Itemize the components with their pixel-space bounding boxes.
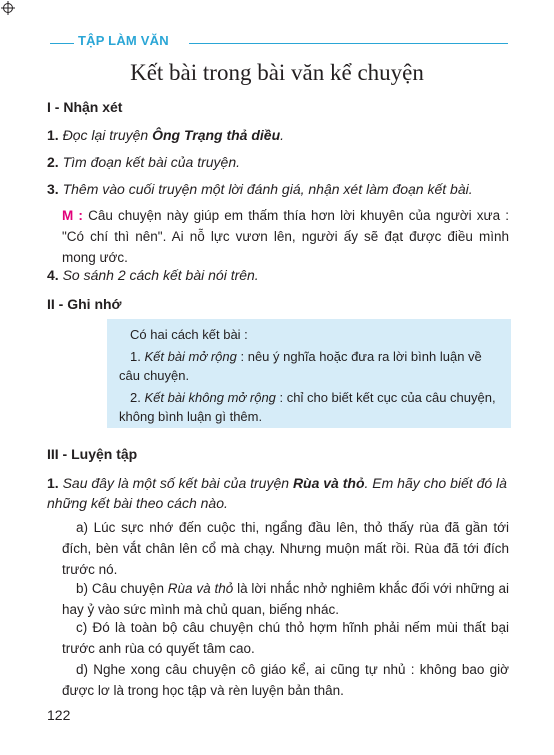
question-number: 1. — [47, 475, 59, 491]
memo-intro: Có hai cách kết bài : — [130, 327, 248, 342]
memo-description: : chỉ cho biết kết cục của câu chuyện, không bình luận gì thêm. — [119, 390, 496, 424]
memo-point-number: 1. — [130, 349, 145, 364]
section-heading-3: III - Luyện tập — [47, 446, 138, 462]
example-paragraph — [62, 205, 509, 268]
header-rule-left — [50, 43, 74, 44]
header-rule-right — [189, 43, 508, 44]
story-title: Ông Trạng thả diều — [152, 127, 281, 143]
section-heading-1: I - Nhận xét — [47, 99, 123, 115]
ending-b — [62, 578, 509, 620]
example-text: Câu chuyện này giúp em thấm thía hơn lời khuyên của người xưa : "Có chí thì nên". Ai nỗ lực vươn lên, người ấy sẽ đạt được điều mình mong ước. — [62, 208, 509, 265]
memo-term: Kết bài không mở rộng — [144, 390, 276, 405]
memo-description: : nêu ý nghĩa hoặc đưa ra lời bình luận về câu chuyện. — [119, 349, 482, 383]
question-4 — [47, 265, 509, 285]
question-text: Đọc lại truyện — [62, 127, 153, 143]
ending-a: a) Lúc sực nhớ đến cuộc thi, ngẩng đầu lên, thỏ thấy rùa đã gần tới đích, bèn vắt chân lên cổ mà chạy. Nhưng muộn mất rồi. Rùa đã tới đích trước nó. — [62, 520, 509, 577]
memo-point-1 — [119, 347, 499, 385]
running-header — [50, 33, 508, 49]
exercise-1 — [47, 473, 509, 513]
crop-mark-icon — [1, 1, 15, 15]
question-2 — [47, 152, 509, 172]
ending-d: d) Nghe xong câu chuyện cô giáo kể, ai cũng tự nhủ : không bao giờ được lơ là trong học tập và rèn luyện bản thân. — [62, 662, 509, 698]
question-text: Thêm vào cuối truyện một lời đánh giá, nhận xét làm đoạn kết bài. — [62, 181, 473, 197]
question-number: 4. — [47, 267, 59, 283]
memo-term: Kết bài mở rộng — [144, 349, 237, 364]
memo-box — [107, 319, 511, 428]
question-text: Tìm đoạn kết bài của truyện. — [62, 154, 241, 170]
question-text: Sau đây là một số kết bài của truyện — [62, 475, 293, 491]
question-1 — [47, 125, 509, 145]
question-text: So sánh 2 cách kết bài nói trên. — [62, 267, 259, 283]
header-label: TẬP LÀM VĂN — [78, 33, 169, 48]
question-number: 3. — [47, 181, 59, 197]
question-3 — [47, 179, 509, 199]
ending-c: c) Đó là toàn bộ câu chuyện chú thỏ hợm hĩnh phải nếm mùi thất bại trước anh rùa có quyết tâm cao. — [62, 620, 509, 656]
example-label: M : — [62, 208, 83, 223]
ending-b-text: là lời nhắc nhở nghiêm khắc đối với những ai hay ỷ vào sức mình mà chủ quan, biếng nhác. — [62, 581, 510, 617]
story-title: Rùa và thỏ — [292, 475, 365, 491]
question-text-end: . Em hãy cho biết đó là những kết bài theo cách nào. — [47, 475, 507, 511]
page-number: 122 — [47, 707, 71, 723]
story-title: Rùa và thỏ — [167, 581, 234, 596]
page-title: Kết bài trong bài văn kể chuyện — [130, 60, 424, 85]
question-end: . — [280, 127, 285, 143]
question-number: 2. — [47, 154, 59, 170]
memo-point-2 — [119, 388, 499, 426]
ending-b-prefix: b) Câu chuyện — [76, 581, 168, 596]
section-heading-2: II - Ghi nhớ — [47, 296, 122, 312]
memo-point-number: 2. — [130, 390, 145, 405]
question-number: 1. — [47, 127, 59, 143]
